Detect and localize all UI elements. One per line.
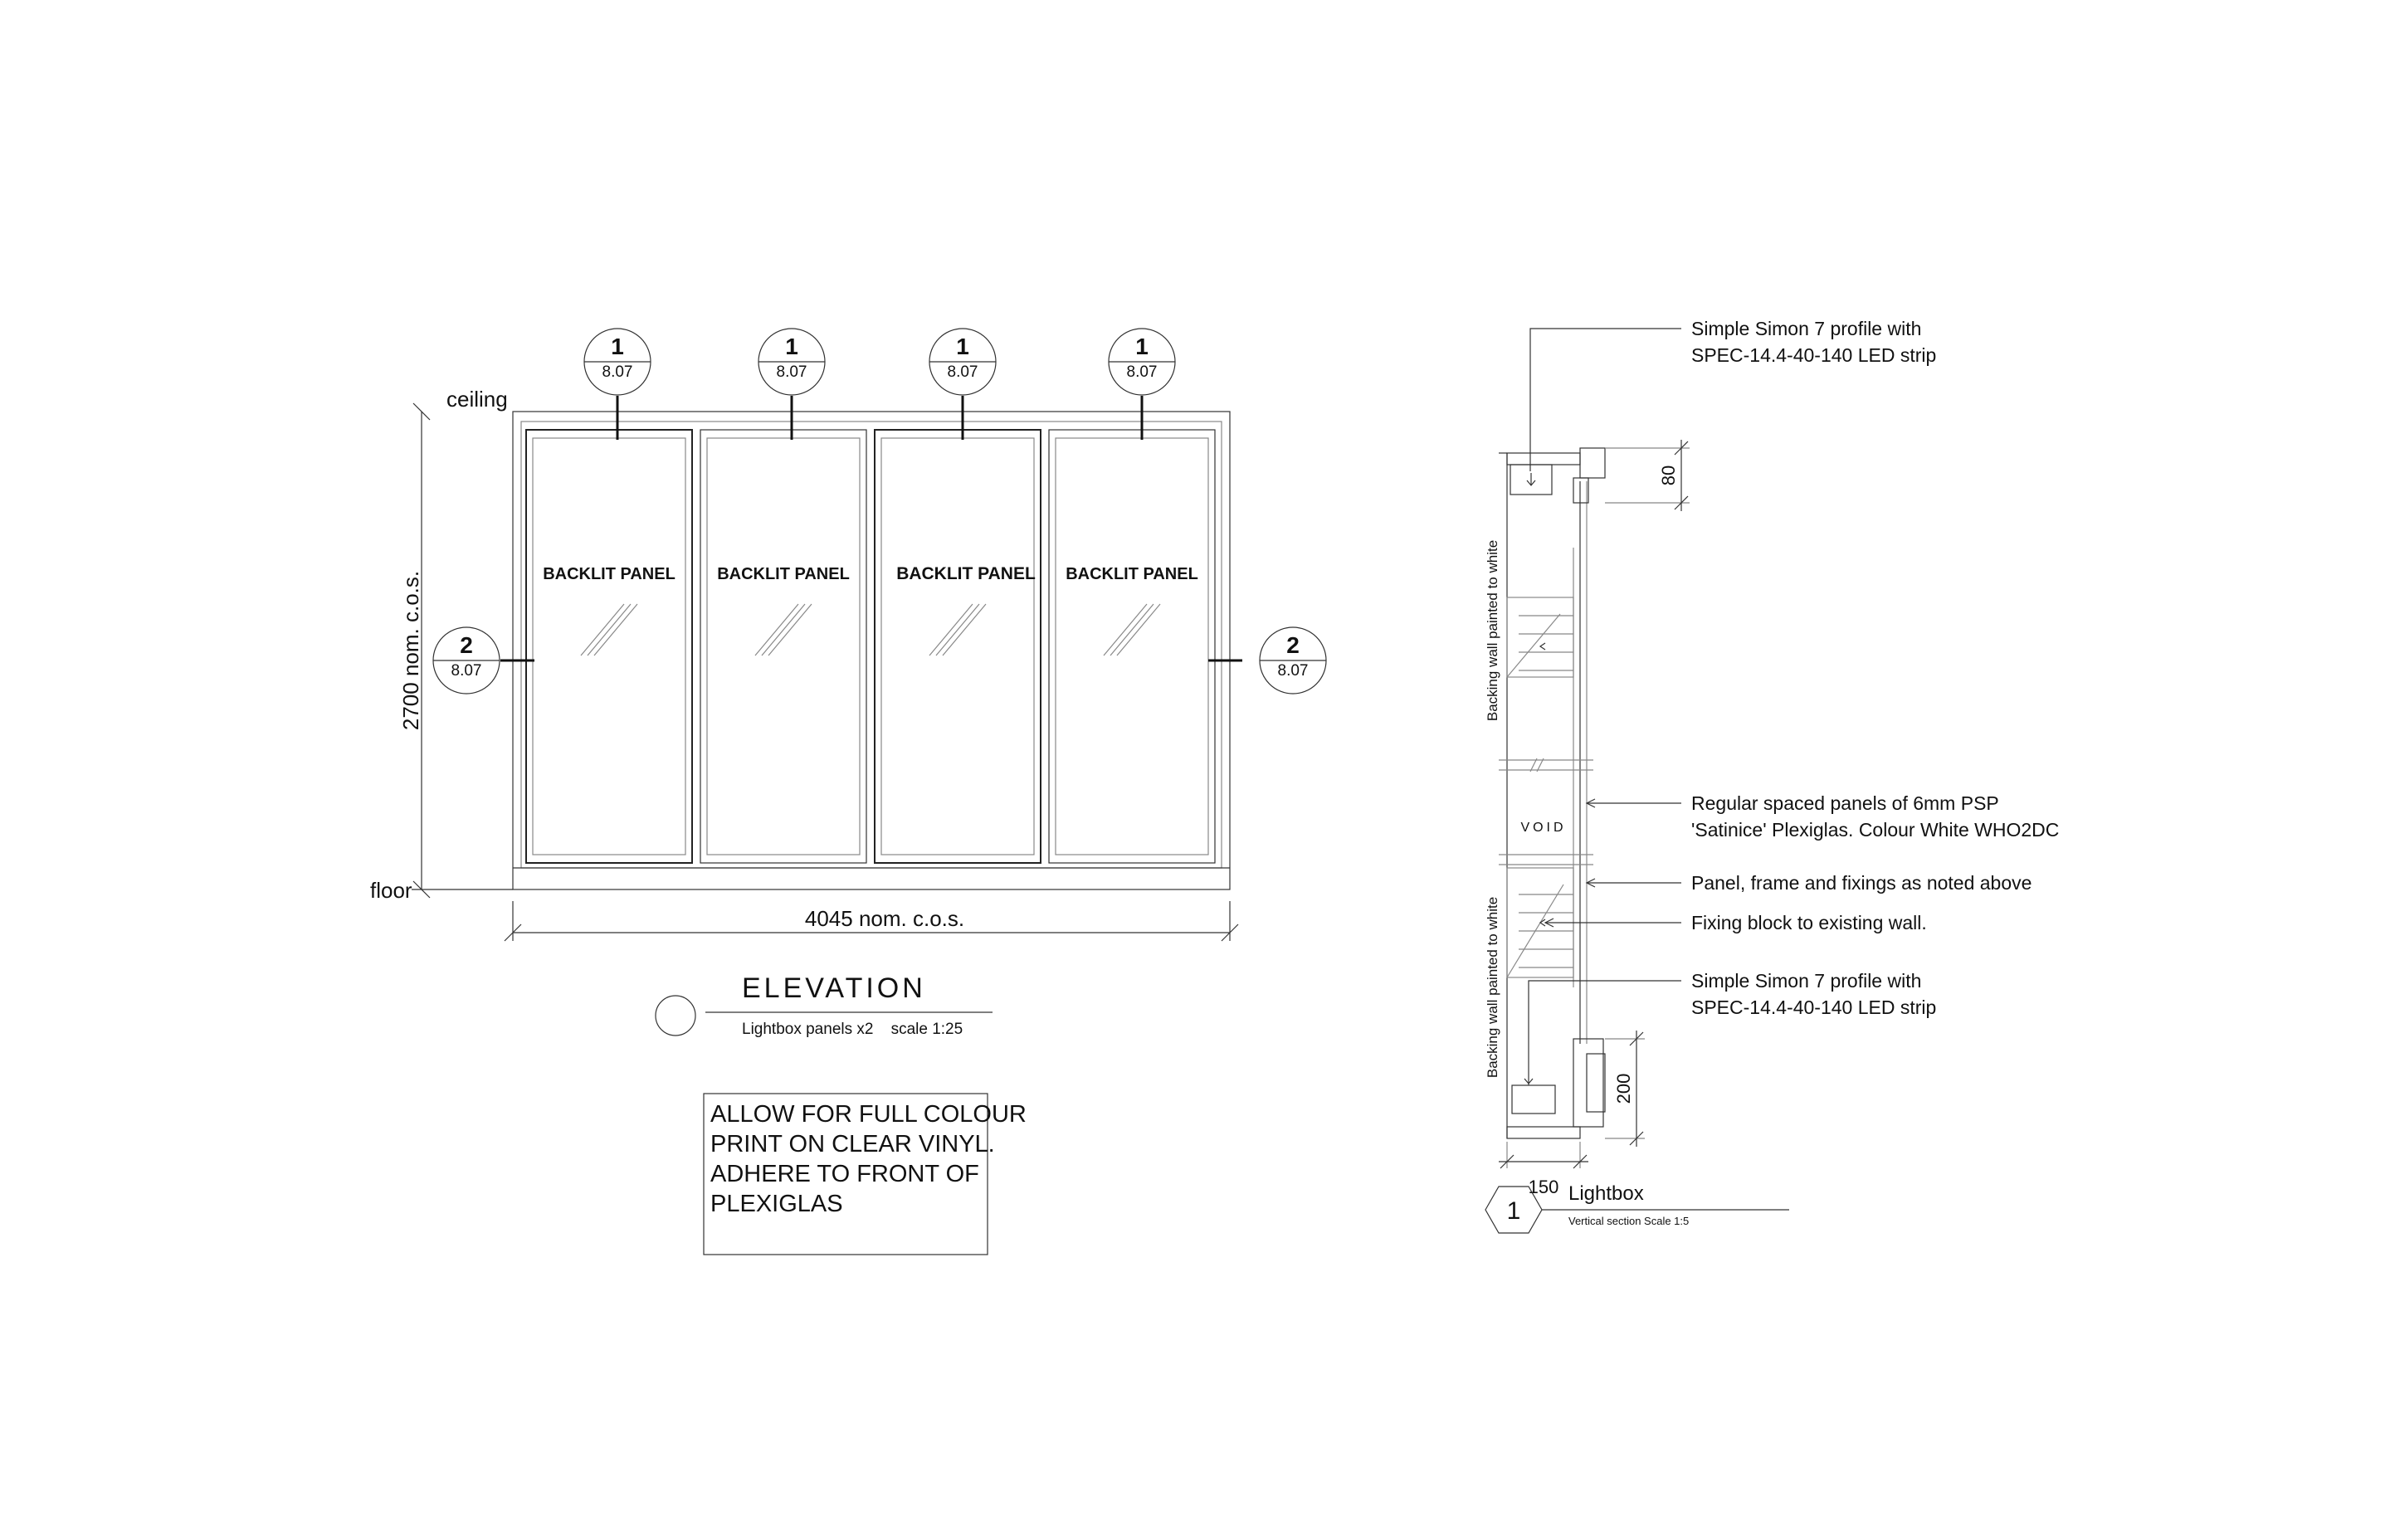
callout-line: SPEC-14.4-40-140 LED strip: [1691, 344, 1937, 366]
callout-bottom-profile: [1691, 970, 1936, 1018]
note-box: [704, 1094, 1027, 1255]
panel-label: BACKLIT PANEL: [543, 565, 676, 583]
section-tag-sheet: 8.07: [947, 363, 978, 381]
panel-frame: [875, 430, 1041, 863]
section-subtitle: Vertical section Scale 1:5: [1568, 1215, 1690, 1227]
top-led-profile: [1507, 448, 1605, 503]
note-line-1: ALLOW FOR FULL COLOUR: [710, 1101, 1027, 1128]
callout-line: Simple Simon 7 profile with: [1691, 318, 1922, 339]
section-title-block: [1485, 1182, 1789, 1233]
section-tag-number: 2: [1286, 632, 1300, 658]
width-dimension: [505, 901, 1238, 941]
callout-plexiglas: [1691, 792, 2059, 841]
panel-label: BACKLIT PANEL: [1066, 565, 1198, 583]
lightbox-inner-frame: [521, 422, 1222, 868]
bottom-led-profile: [1507, 1039, 1605, 1138]
void-label: VOID: [1520, 821, 1567, 835]
section-tag-left: [433, 627, 534, 694]
title-marker-icon: [656, 996, 695, 1036]
elevation-title-block: [656, 972, 993, 1038]
ceiling-label: ceiling: [446, 387, 508, 412]
height-dimension-text: 2700 nom. c.o.s.: [398, 570, 423, 731]
dimension-top-text: 80: [1658, 465, 1679, 486]
callout-line: Fixing block to existing wall.: [1691, 912, 1927, 933]
callout-panel-frame: [1691, 872, 2032, 894]
panel-inner: [533, 438, 685, 855]
glass-hatch-icon: [1104, 604, 1160, 655]
callout-line: Regular spaced panels of 6mm PSP: [1691, 792, 1999, 814]
glass-hatch-icon: [755, 604, 812, 655]
panel-4: [1049, 430, 1215, 863]
section-title: Lightbox: [1568, 1182, 1644, 1205]
section-tag-top-1: [584, 329, 651, 440]
elevation-title: ELEVATION: [742, 972, 926, 1004]
panel-frame: [526, 430, 692, 863]
leader-lines: [1529, 329, 1681, 1039]
panel-2: [700, 430, 866, 863]
section-tag-number: 2: [460, 632, 473, 658]
section-tag-sheet: 8.07: [602, 363, 633, 381]
lightbox-outer-frame: [513, 412, 1230, 889]
panel-3: [875, 430, 1041, 863]
dimension-width-text: 150: [1528, 1177, 1559, 1197]
led-strip-icon: [1512, 1085, 1555, 1114]
section-tag-top-4: [1109, 329, 1175, 440]
section-tag-number: 1: [956, 334, 969, 359]
section-tag-right: [1208, 627, 1326, 694]
callout-line: SPEC-14.4-40-140 LED strip: [1691, 997, 1937, 1018]
section-tag-sheet: 8.07: [1277, 662, 1309, 680]
floor-label: floor: [370, 878, 412, 903]
panel-label: BACKLIT PANEL: [896, 564, 1036, 583]
panel-frame: [1049, 430, 1215, 863]
section-tag-number: 1: [611, 334, 624, 359]
backing-wall-label-lower: Backing wall painted to white: [1485, 896, 1500, 1079]
height-dimension: [398, 403, 513, 898]
dimension-bottom: [1605, 1031, 1645, 1147]
callout-line: 'Satinice' Plexiglas. Colour White WHO2DC: [1691, 819, 2060, 841]
break-lines: [1499, 758, 1593, 865]
panel-frame: [700, 430, 866, 863]
panel-label: BACKLIT PANEL: [717, 565, 850, 583]
callout-line: Simple Simon 7 profile with: [1691, 970, 1922, 992]
dimension-top: [1605, 440, 1690, 511]
section-view: [1485, 318, 2059, 1233]
section-tag-number: 1: [785, 334, 798, 359]
elevation-view: [370, 329, 1326, 1255]
glass-hatch-icon: [929, 604, 986, 655]
note-line-3: ADHERE TO FRONT OF: [710, 1161, 979, 1187]
fixing-block-upper: [1507, 597, 1573, 677]
callout-line: Panel, frame and fixings as noted above: [1691, 872, 2032, 894]
callout-top-profile: [1691, 318, 1936, 366]
glass-hatch-icon: [581, 604, 637, 655]
section-tag-sheet: 8.07: [451, 662, 482, 680]
panel-inner: [881, 438, 1034, 855]
section-tag-sheet: 8.07: [1126, 363, 1158, 381]
section-tag-number: 1: [1506, 1197, 1521, 1225]
dimension-bottom-text: 200: [1613, 1073, 1634, 1104]
section-tag-top-3: [929, 329, 996, 440]
section-tag-sheet: 8.07: [776, 363, 807, 381]
callout-fixing-block: [1691, 912, 1927, 933]
note-line-2: PRINT ON CLEAR VINYL.: [710, 1131, 995, 1157]
panel-1: [526, 430, 692, 863]
section-tag-top-2: [758, 329, 825, 440]
panel-inner: [707, 438, 860, 855]
note-line-4: PLEXIGLAS: [710, 1191, 843, 1217]
panel-inner: [1056, 438, 1208, 855]
backing-wall-label-upper: Backing wall painted to white: [1485, 539, 1500, 722]
elevation-subtitle: Lightbox panels x2 scale 1:25: [742, 1021, 963, 1038]
section-tag-number: 1: [1135, 334, 1149, 359]
width-dimension-text: 4045 nom. c.o.s.: [804, 906, 965, 931]
